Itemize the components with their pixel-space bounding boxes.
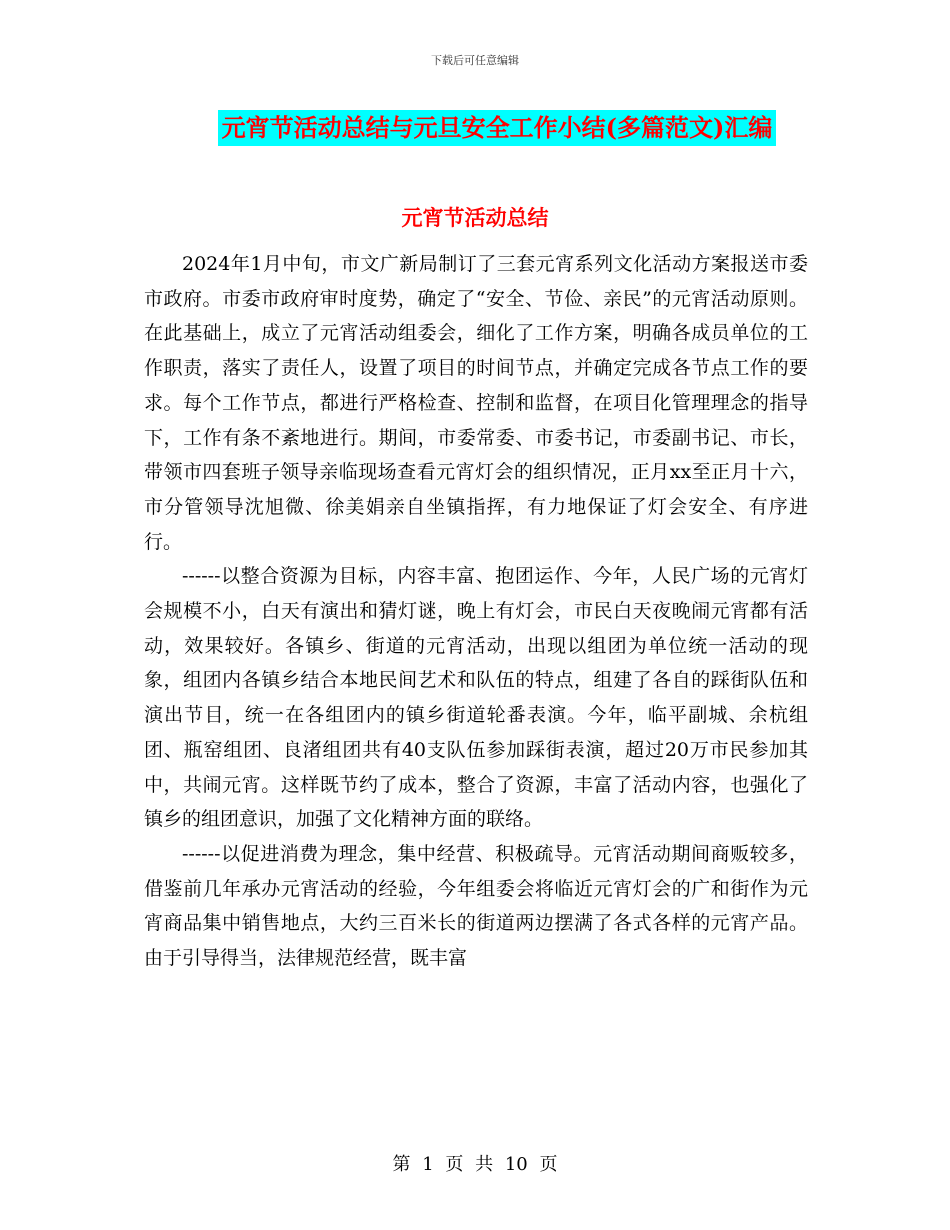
paragraph-1: 2024年1月中旬，市文广新局制订了三套元宵系列文化活动方案报送市委市政府。市委市政府审时度势，确定了“安全、节俭、亲民”的元宵活动原则。在此基础上，成立了元宵活动组委会，细化了工作方案，明确各成员单位的工作职责，落实了责任人，设置了项目的时间节点，并确定完成各节点工作的要求。每个工作节点，都进行严格检查、控制和监督，在项目化管理理念的指导下，工作有条不紊地进行。期间，市委常委、市委书记，市委副书记、市长，带领市四套班子领导亲临现场查看元宵灯会的组织情况，正月xx至正月十六，市分管领导沈旭微、徐美娟亲自坐镇指挥，有力地保证了灯会安全、有序进行。 (144, 253, 808, 553)
document-body (144, 247, 808, 976)
document-title-container (0, 110, 950, 146)
section-title: 元宵节活动总结 (401, 205, 549, 230)
paragraph-3: ------以促进消费为理念，集中经营、积极疏导。元宵活动期间商贩较多，借鉴前几年承办元宵活动的经验，今年组委会将临近元宵灯会的广和街作为元宵商品集中销售地点，大约三百米长的街道两边摆满了各式各样的元宵产品。由于引导得当，法律规范经营，既丰富 (144, 842, 808, 970)
paragraph-2: ------以整合资源为目标，内容丰富、抱团运作、今年，人民广场的元宵灯会规模不小，白天有演出和猜灯谜，晚上有灯会，市民白天夜晚闹元宵都有活动，效果较好。各镇乡、街道的元宵活动，出现以组团为单位统一活动的现象，组团内各镇乡结合本地民间艺术和队伍的特点，组建了各自的踩街队伍和演出节目，统一在各组团内的镇乡街道轮番表演。今年，临平副城、余杭组团、瓶窑组团、良渚组团共有40支队伍参加踩街表演，超过20万市民参加其中，共闹元宵。这样既节约了成本，整合了资源，丰富了活动内容，也强化了镇乡的组团意识，加强了文化精神方面的联络。 (144, 565, 808, 831)
page-header-note: 下载后可任意编辑 (431, 54, 519, 67)
document-title: 元宵节活动总结与元旦安全工作小结(多篇范文)汇编 (218, 110, 777, 146)
page-footer-page-number: 第 1 页 共 10 页 (392, 1154, 558, 1175)
